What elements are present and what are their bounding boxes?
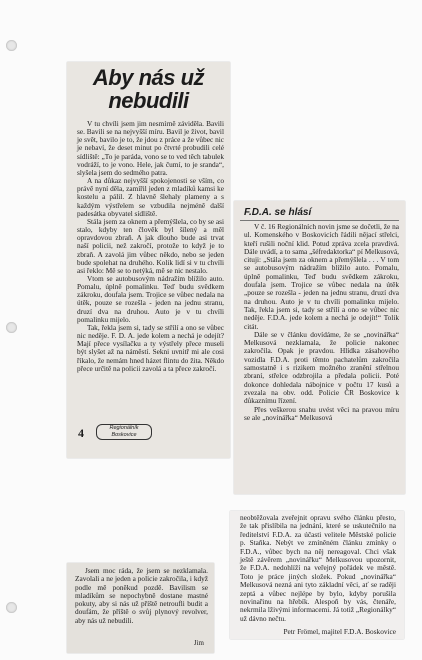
continuation-body (230, 511, 404, 623)
article-paragraph: A na důkaz nejvyšší spokojenosti se vším, co právě nyní děla, zamířil jeden z mladíků kamsi ke kostelu a pálil. Z hlavně šlehaly plameny a s každým výstřelem se vzbudila nejméně další padesátka obyvatel sídliště. (77, 176, 224, 218)
signature: Petr Frömel, majitel F.D.A. Boskovice (283, 627, 396, 637)
article-headline: Aby nás už nebudili (92, 65, 205, 113)
clipping-fda-continuation (230, 511, 404, 639)
punch-hole-middle (6, 322, 17, 333)
clipping-reply (67, 563, 214, 653)
article-body (67, 120, 230, 373)
fda-body (234, 221, 405, 422)
fda-title: F.D.A. se hlásí (244, 207, 312, 218)
clipping-fda-response (234, 201, 405, 494)
punch-hole-bottom (6, 602, 17, 613)
signature: Jim (193, 639, 204, 647)
article-paragraph: Stála jsem za oknem a přemýšlela, co by se asi stalo, kdyby ten člověk byl šílený a měl opravdovou zbraň. A jak dlouho bude asi trvat naší policii, než zakročí, protože to když je to zbraň. A zavolá jim vůbec někdo, nebo se jeden bude spolehat na druhého. Kolik lidí si v tu chvíli asi řeklo: Mě se to netýká, mě se nic nestalo. (77, 216, 224, 275)
article-paragraph: Přes veškerou snahu uvést věci na pravou míru se ale „novinářka“ Melkusová (244, 404, 399, 422)
article-paragraph: Dále se v článku dovídáme, že se „novinářka“ Melkusová nezklamala, že policie nakonec zakročila. Opak je pravdou. Hlídka zásahového vozidla F.D.A. proti těmto pachatelům zakročila samostatně i s rizikem možného zranění střelnou zbraní, střelce odzbrojila a předala policii. Poté dokonce dohledala nábojnice v počtu 17 kusů a zvezala na obv. odd. Policie ČR Boskovice k důkaznímu řízení. (244, 329, 399, 406)
article-paragraph: V č. 16 Regionálních novin jsme se dočetli, že na ul. Komenského v Boskovicích řádili nějací střelci, kteří rušili noční klid. Potud zpráva zcela pravdivá. Dále uvádí, a to sama „šéfredaktorka“ pí Melkusová, cituji: „Stála jsem za oknem a přemýšlela . . . V tom se autobusovým nádražím blížilo auto. Pomalu, úplně pomalinku, Teď budu svědkem zákroku, doufala jsem. Trojice se vůbec nedala na útěk „pouze se rozešla - jeden na jednu stranu, druzí dva na druhou. Auto je v tu chvíli pomalinku mijelo. Tak, řekla jsem si, tady se střílí a ono se vůbec nic nedějе. F.D.A. jede kolem a nechá je odejít!“ Tolik citát. (244, 222, 399, 331)
newspaper-logo-stamp: Regionálník Boskovice (96, 424, 152, 440)
page-number: 4 (78, 426, 84, 440)
article-paragraph: Jsem moc ráda, že jsem se nezklamala. Zavolali a ne jeden a policie zakročila, i když podle mě poněkud pozdě. Bavilism se mladíkům se nepochybně dostane mastné pokuty, aby si nás už příště netroufli budit a doufám, že příště o svůj plynový revolver, aby nás už nebudili. (75, 566, 208, 625)
article-paragraph: V tu chvíli jsem jim nesmírně záviděla. Bavili se. Bavili se na nejvyšší míru. Bavil je život, bavil je svět, bavilo je to, že jdou z práce a že vůbec nic je nebaví, že deset minut po čtvrté probudili celé sídliště: „To je paráda, vono se to ved těch tabulek vodráží, to je vono. Hele, jak čumí, to je srandа“, slyšela jsem do sedmého patra. (77, 119, 225, 177)
article-paragraph: Vtom se autobusovým nádražím blížilo auto. Pomalu, úplně pomalinku. Teď budu svědkem zákroku, doufala jsem. Trojice se vůbec nedala na útěk, pouze se rozešla - jeden na jednu stranu, druzí dva na druhou. Auto je v tu chvíli pomalinku mijelo. (77, 273, 224, 324)
article-paragraph: neobtěžovala zveřejnit opravu svého článku přesto, že tak přislíbila na jednání, které se uskutečnilo na ředitelství F.D.A. za účasti velitele Městské policie p. Staňka. Nebýt ve zmíněném článku zmínky o F.D.A., vůbec bych na něj nereagoval. Chci však ještě závěrem „novinářku“ Melkusovou upozornit, že F.D.A. nedohlíží na veřejný pořádek ve městě. Toto je práce jiných složek. Pokud „novinářka“ Melkusová nezná ani tyto základní věci, ať se raději zeptá a vůbec nejlépe by bylo, kdyby porušila novinařinu na hřebík. Alespoň by vás, čtenáře, nekrmila lživými informacemi. Já totiž „Regionálky“ už dávno nečtu. (240, 513, 396, 623)
reply-body (67, 563, 214, 625)
article-paragraph: Tak, řekla jsem si, tady se střílí a ono se vůbec nic nedějе. F. D. A. jede kolem a nechá je odejít? Mají přece vysílačku a ty výstřely přece museli být slyšet až na náměstí. Sekni uvnitř mi ale cosi říkalo, že nemám hned házet flintu do žita. Někdo přece určitě na policii zavolá a ta přece zakročí. (77, 322, 224, 373)
punch-hole-top (6, 40, 17, 51)
clipping-headline-article (67, 62, 230, 458)
